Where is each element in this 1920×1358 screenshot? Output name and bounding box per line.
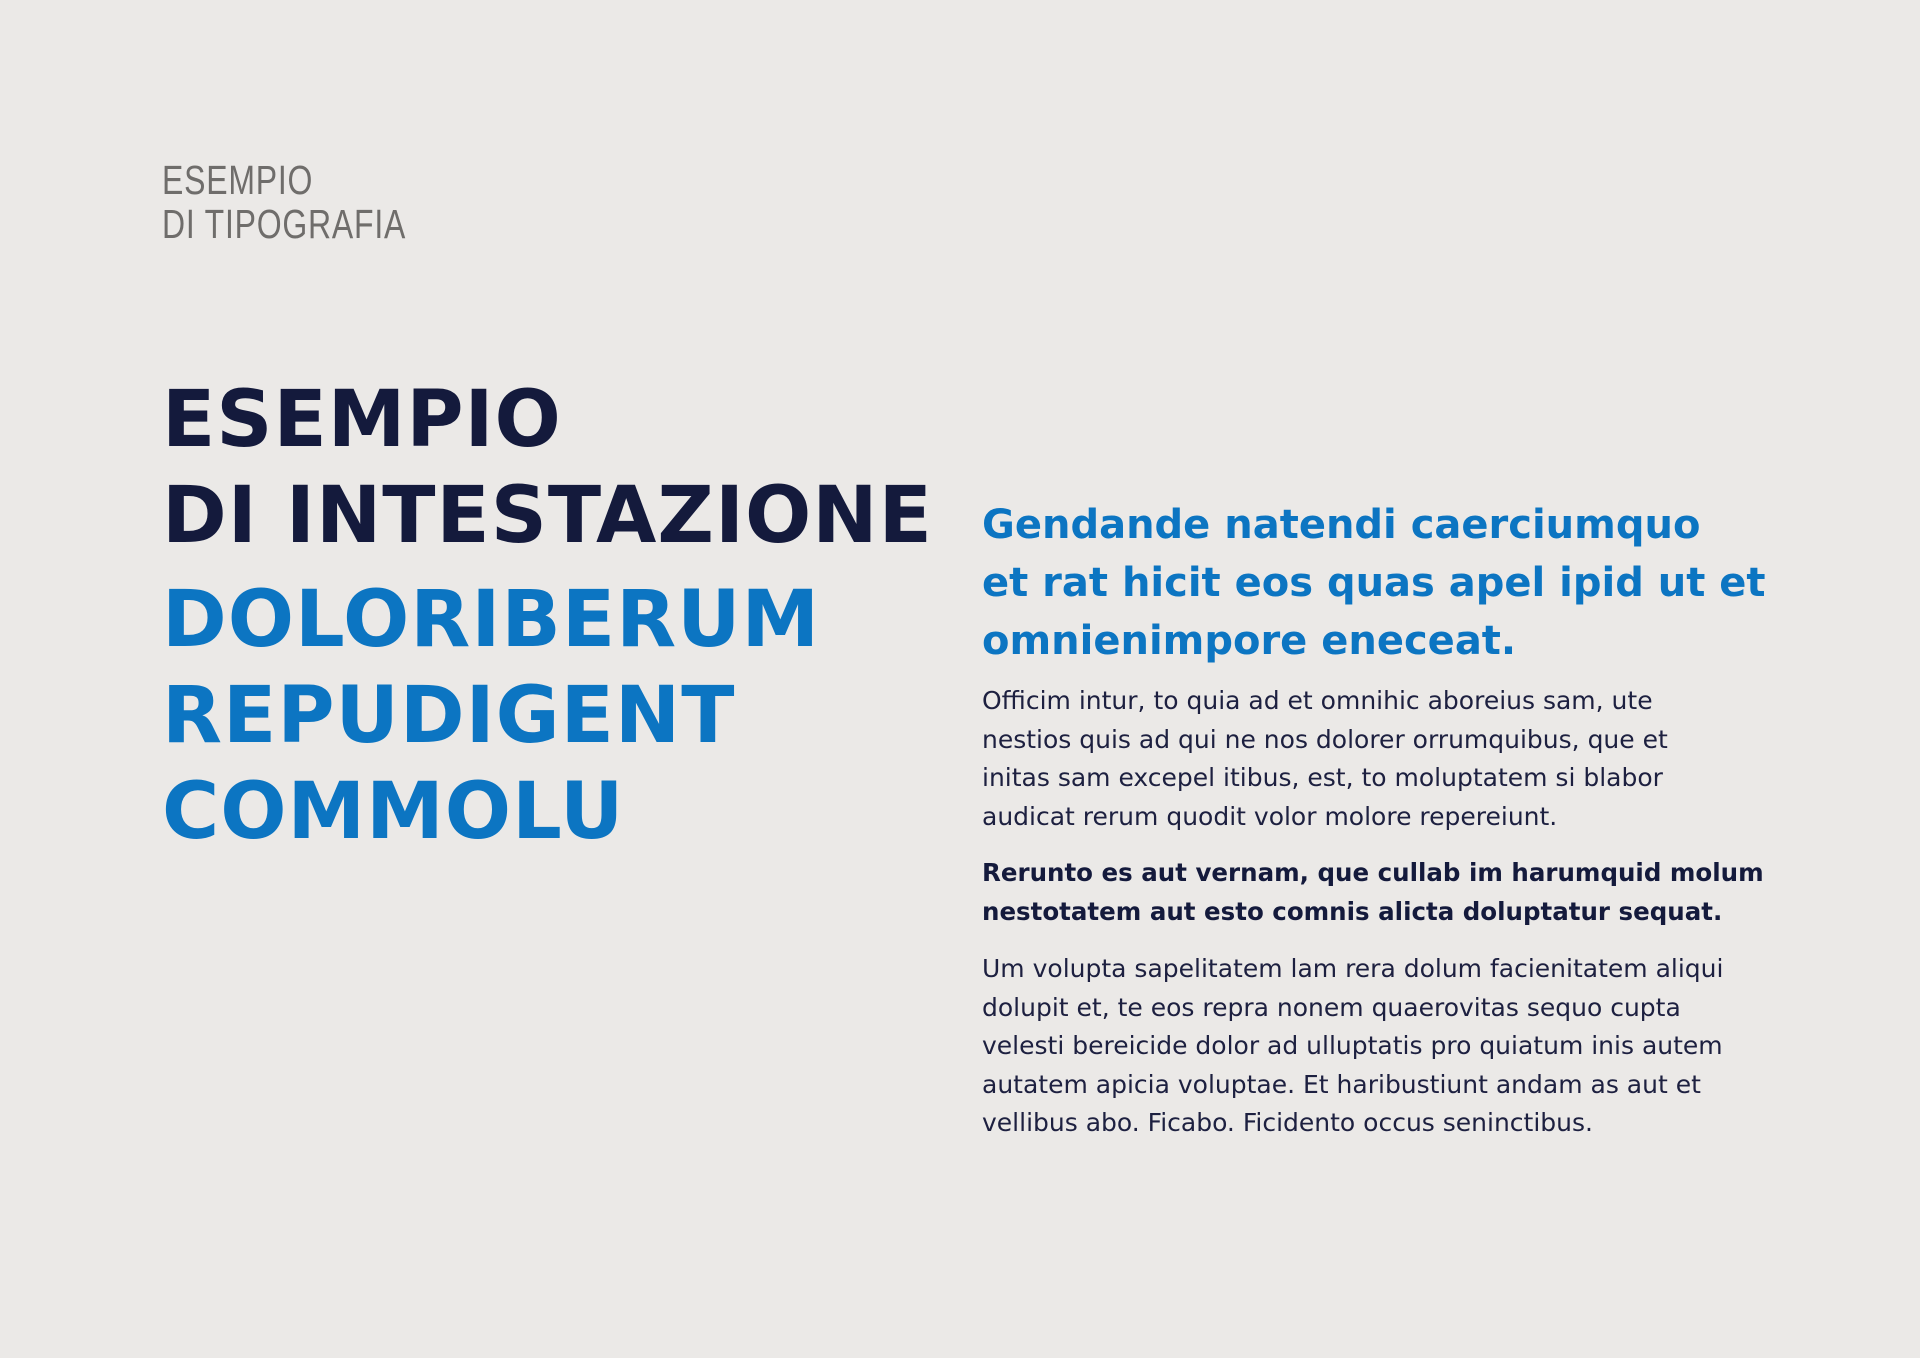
paragraph3-line-2: dolupit et, te eos repra nonem quaerovitas sequo cupta <box>982 992 1681 1022</box>
heading-dark-line-1: ESEMPIO <box>162 375 562 465</box>
heading-dark-line-2: DI INTESTAZIONE <box>162 471 933 561</box>
paragraph2-line-2: nestotatem aut esto comnis alicta doluptatur sequat. <box>982 896 1723 926</box>
paragraph2-line-1: Rerunto es aut vernam, que cullab im harumquid molum <box>982 858 1764 887</box>
body-column <box>982 496 1782 1143</box>
heading-blue-line-3: COMMOLU <box>162 767 625 857</box>
lead-paragraph <box>982 496 1782 670</box>
heading-blue-line-2: REPUDIGENT <box>162 671 736 761</box>
paragraph1-line-4: audicat rerum quodit volor molore repereiunt. <box>982 801 1558 831</box>
paragraph3-line-1: Um volupta sapelitatem lam rera dolum facienitatem aliqui <box>982 954 1724 983</box>
lead-line-2: et rat hicit eos quas apel ipid ut et <box>982 560 1766 606</box>
body-paragraph-2-bold <box>982 854 1782 931</box>
body-paragraph-1 <box>982 682 1782 836</box>
paragraph3-line-5: vellibus abo. Ficabo. Ficidento occus seninctibus. <box>982 1108 1593 1137</box>
section-label-line-1: ESEMPIO <box>162 157 314 203</box>
heading-blue-line-1: DOLORIBERUM <box>162 575 821 665</box>
paragraph3-line-4: autatem apicia voluptae. Et haribustiunt andam as aut et <box>982 1069 1701 1099</box>
main-heading <box>162 372 933 860</box>
lead-line-3: omnienimpore eneceat. <box>982 618 1517 664</box>
section-label-line-2: DI TIPOGRAFIA <box>162 201 407 247</box>
lead-line-1: Gendande natendi caerciumquo <box>982 502 1701 548</box>
paragraph1-line-3: initas sam excepel itibus, est, to moluptatem si blabor <box>982 763 1663 792</box>
body-paragraph-3 <box>982 950 1782 1143</box>
paragraph3-line-3: velesti bereicide dolor ad ulluptatis pro quiatum inis autem <box>982 1031 1723 1060</box>
paragraph1-line-2: nestios quis ad qui ne nos dolorer orrumquibus, que et <box>982 724 1668 754</box>
paragraph1-line-1: Officim intur, to quia ad et omnihic aboreius sam, ute <box>982 686 1653 715</box>
section-label <box>162 158 406 246</box>
